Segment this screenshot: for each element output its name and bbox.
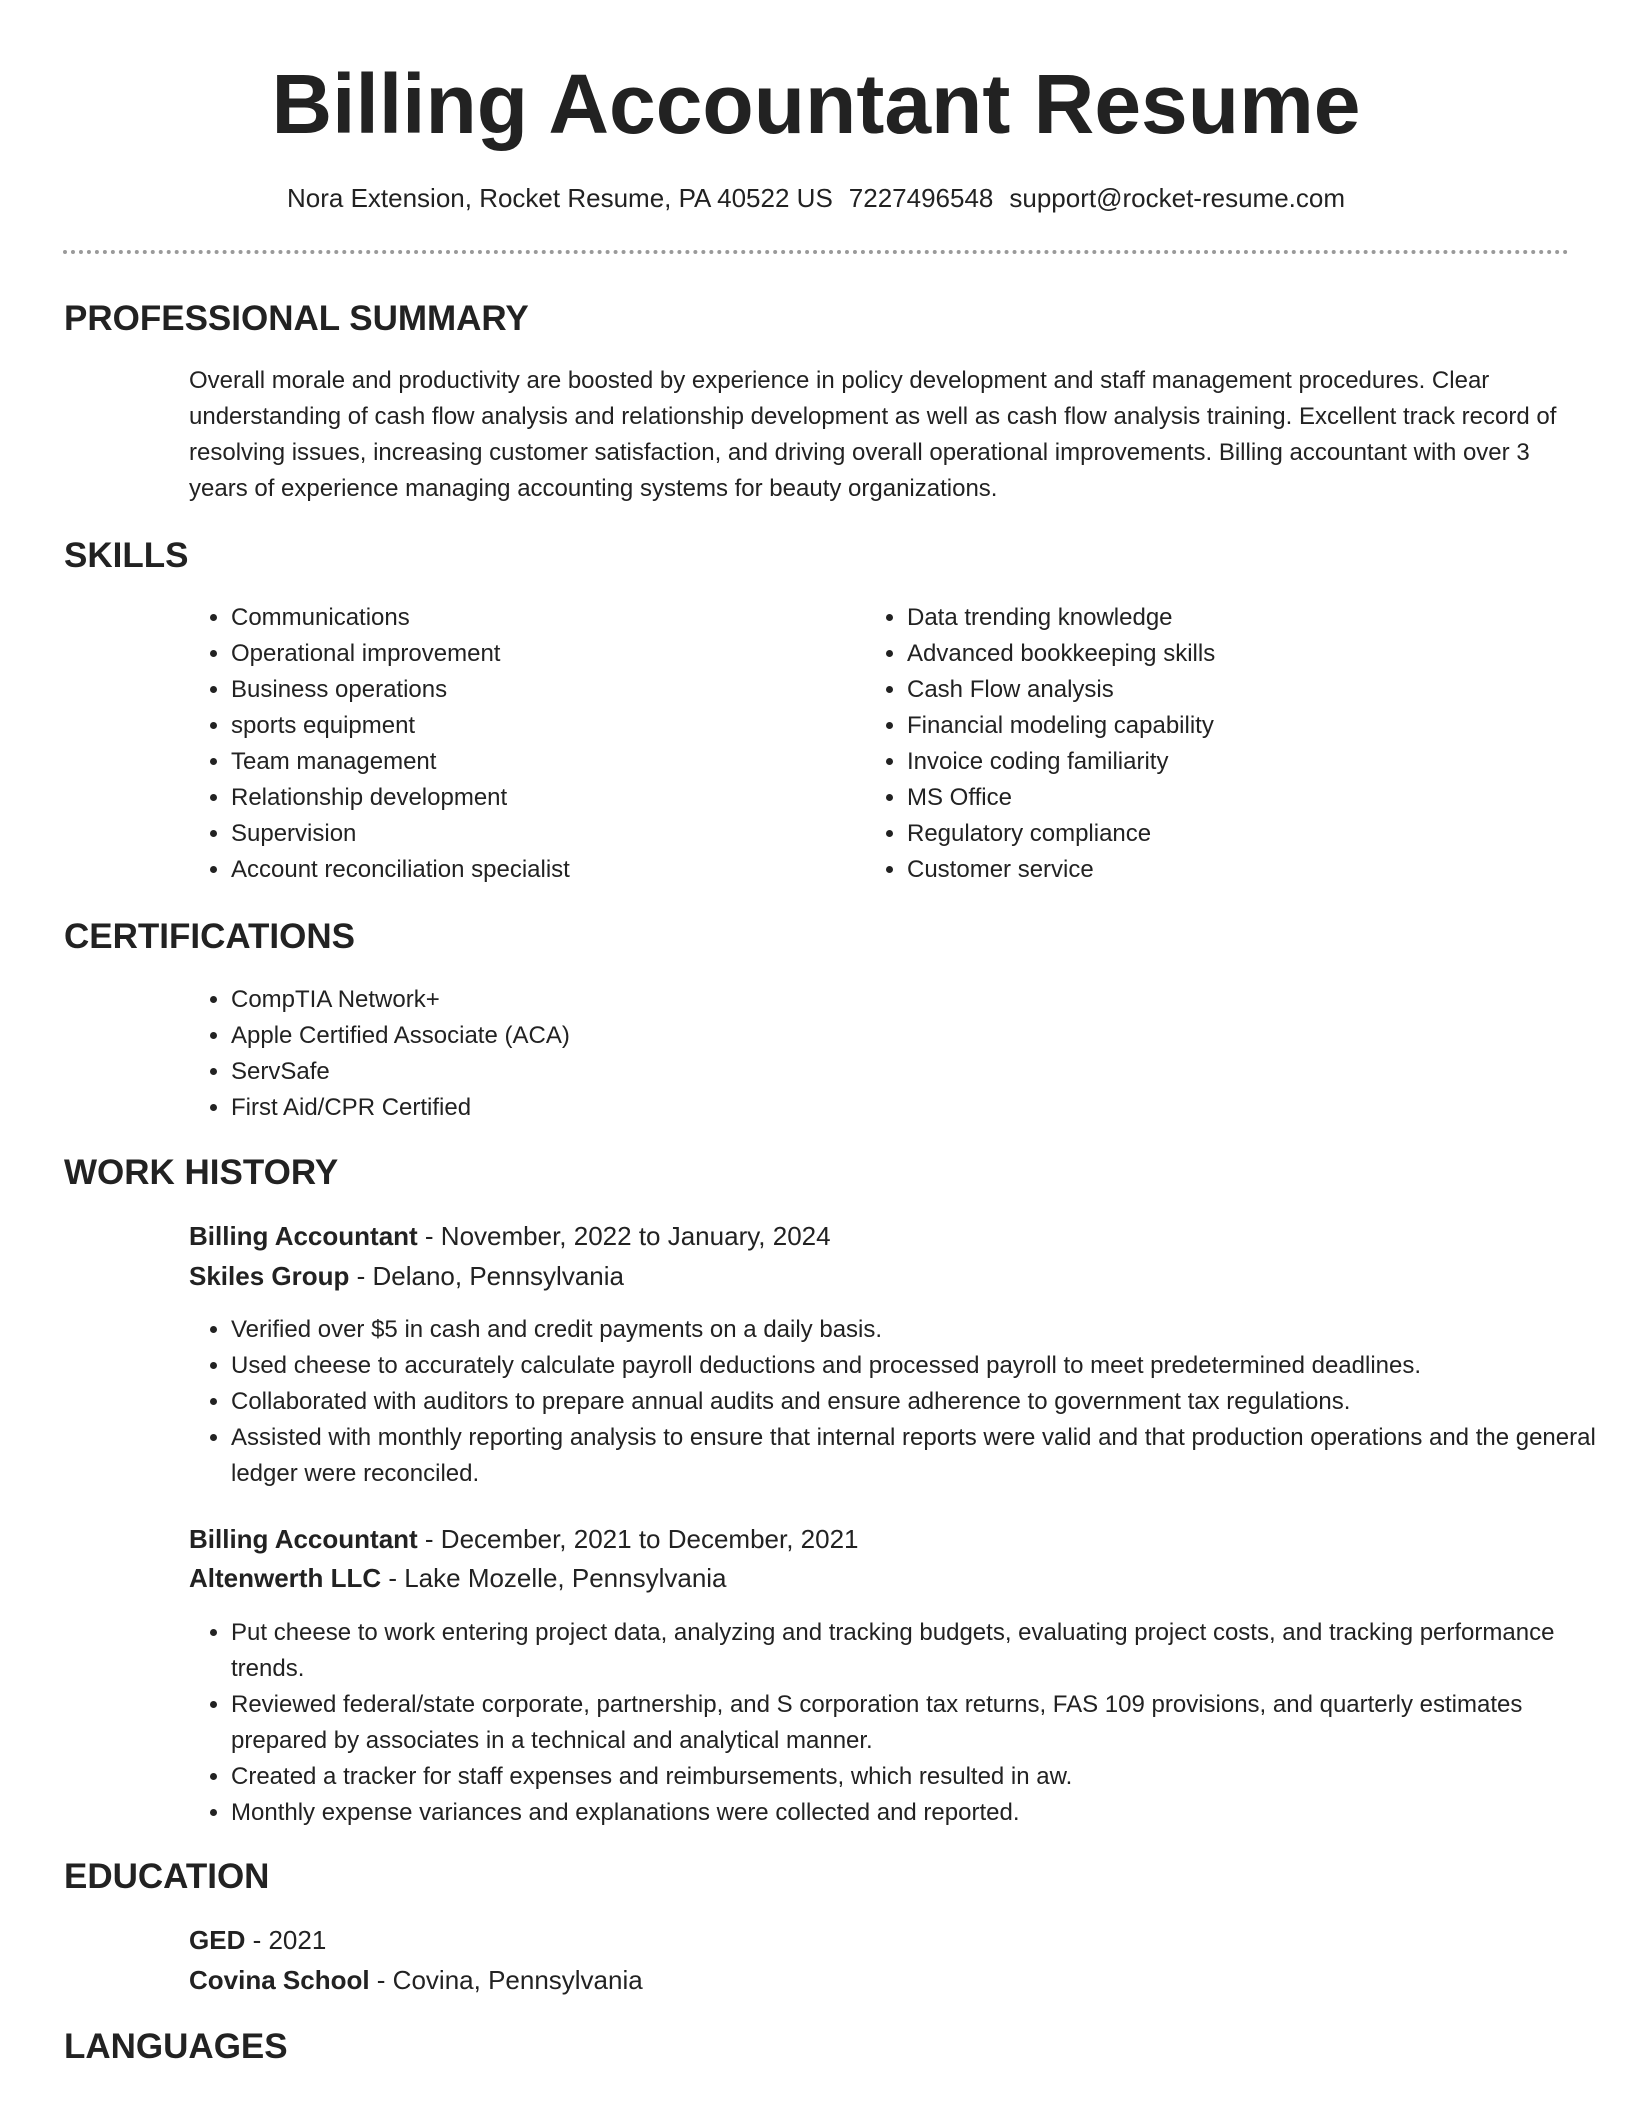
education-degree-line — [189, 1921, 1569, 1959]
skill-item: • Supervision — [231, 816, 851, 852]
job-duty: • Assisted with monthly reporting analysis to ensure that internal reports were valid and that production operations and the general ledger were reconciled. — [231, 1420, 1611, 1492]
job-duty: • Put cheese to work entering project data, analyzing and tracking budgets, evaluating project costs, and tracking performance trends. — [231, 1615, 1611, 1687]
contact-email: support@rocket-resume.com — [1009, 183, 1346, 213]
contact-line — [0, 180, 1632, 216]
job-company: Altenwerth LLC — [189, 1563, 382, 1593]
job-company-line — [189, 1559, 1569, 1597]
job-dates: - November, 2022 to January, 2024 — [417, 1221, 831, 1251]
education-school: Covina School — [189, 1965, 370, 1995]
work-history-heading: WORK HISTORY — [64, 1153, 339, 1192]
certification-item: • First Aid/CPR Certified — [231, 1090, 1611, 1126]
certification-item: • CompTIA Network+ — [231, 982, 1611, 1018]
job-location: - Lake Mozelle, Pennsylvania — [381, 1563, 727, 1593]
job-duty: • Collaborated with auditors to prepare annual audits and ensure adherence to government tax regulations. — [231, 1384, 1611, 1420]
header-divider — [63, 250, 1569, 254]
job-title-line — [189, 1520, 1569, 1558]
certifications-heading: CERTIFICATIONS — [64, 917, 356, 956]
education-year: - 2021 — [245, 1925, 327, 1955]
skills-list-right — [863, 600, 1607, 888]
education-degree: GED — [189, 1925, 246, 1955]
skill-item: • MS Office — [907, 780, 1607, 816]
job-company-line — [189, 1257, 1569, 1295]
certification-item: • ServSafe — [231, 1054, 1611, 1090]
skill-item: • Business operations — [231, 672, 851, 708]
skill-item: • Relationship development — [231, 780, 851, 816]
skill-item: • Regulatory compliance — [907, 816, 1607, 852]
job-duty: • Verified over $5 in cash and credit payments on a daily basis. — [231, 1312, 1611, 1348]
job-duties-list — [187, 1312, 1611, 1492]
skill-item: • Team management — [231, 744, 851, 780]
job-dates: - December, 2021 to December, 2021 — [417, 1524, 859, 1554]
job-duty: • Created a tracker for staff expenses and reimbursements, which resulted in aw. — [231, 1759, 1611, 1795]
job-title: Billing Accountant — [189, 1221, 418, 1251]
skill-item: • Customer service — [907, 852, 1607, 888]
certifications-list — [187, 982, 1611, 1126]
summary-heading: PROFESSIONAL SUMMARY — [64, 299, 529, 338]
contact-address: Nora Extension, Rocket Resume, PA 40522 US — [286, 183, 833, 213]
skills-heading: SKILLS — [64, 536, 189, 575]
skill-item: • Financial modeling capability — [907, 708, 1607, 744]
education-heading: EDUCATION — [64, 1857, 270, 1896]
resume-title: Billing Accountant Resume — [271, 57, 1361, 151]
job-duty: • Monthly expense variances and explanations were collected and reported. — [231, 1795, 1611, 1831]
certification-item: • Apple Certified Associate (ACA) — [231, 1018, 1611, 1054]
skill-item: • Operational improvement — [231, 636, 851, 672]
job-duty: • Used cheese to accurately calculate payroll deductions and processed payroll to meet predetermined deadlines. — [231, 1348, 1611, 1384]
job-company: Skiles Group — [189, 1261, 350, 1291]
job-location: - Delano, Pennsylvania — [349, 1261, 624, 1291]
skill-item: • Communications — [231, 600, 851, 636]
job-duty: • Reviewed federal/state corporate, partnership, and S corporation tax returns, FAS 109 provisions, and quarterly estimates prepared by associates in a technical and analytical manner. — [231, 1687, 1611, 1759]
skill-item: • sports equipment — [231, 708, 851, 744]
job-duties-list — [187, 1615, 1611, 1831]
education-school-line — [189, 1961, 1569, 1999]
skill-item: • Invoice coding familiarity — [907, 744, 1607, 780]
skills-list-left — [187, 600, 851, 888]
education-location: - Covina, Pennsylvania — [369, 1965, 643, 1995]
contact-phone: 7227496548 — [848, 183, 994, 213]
skill-item: • Advanced bookkeeping skills — [907, 636, 1607, 672]
skill-item: • Data trending knowledge — [907, 600, 1607, 636]
skill-item: • Account reconciliation specialist — [231, 852, 851, 888]
job-title-line — [189, 1217, 1569, 1255]
skill-item: • Cash Flow analysis — [907, 672, 1607, 708]
summary-text: Overall morale and productivity are boosted by experience in policy development and staff management procedures. Clear understanding of cash flow analysis and relationship development as well as cash flow analysis training. Excellent track record of resolving issues, increasing customer satisfaction, and driving overall operational improvements. Billing accountant with over 3 years of experience managing accounting systems for beauty organizations. — [189, 367, 1557, 502]
job-title: Billing Accountant — [189, 1524, 418, 1554]
languages-heading: LANGUAGES — [64, 2027, 288, 2066]
